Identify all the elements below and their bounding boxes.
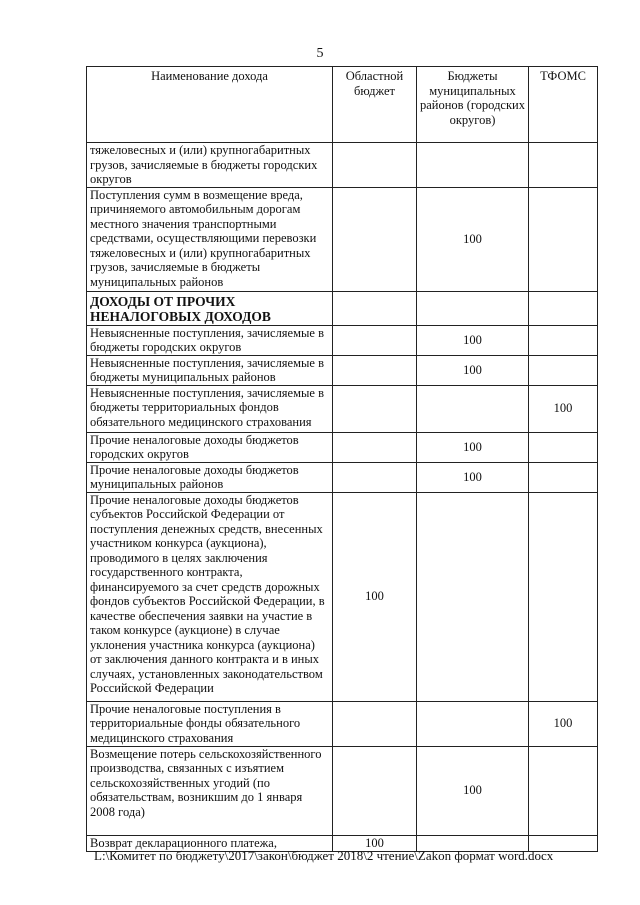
section-heading-cell: ДОХОДЫ ОТ ПРОЧИХ НЕНАЛОГОВЫХ ДОХОДОВ — [87, 291, 333, 325]
regional-value-cell: 100 — [333, 835, 417, 851]
table-row — [87, 701, 598, 746]
regional-value-cell — [333, 746, 417, 835]
tfoms-value-cell — [529, 746, 598, 835]
income-name-cell: Прочие неналоговые доходы бюджетов субъектов Российской Федерации от поступления денежных средств, внесенных участником конкурса (аукциона), проводимого в целях заключения государственного контракта, финансируемого за счет средств дорожных фондов субъектов Российской Федерации, в качестве обеспечения заявки на участие в таком конкурсе (аукционе) в случае уклонения участника конкурса (аукциона) от заключения данного контракта и в иных случаях, установленных законодательством Российской Федерации — [87, 492, 333, 701]
revenue-table — [86, 66, 598, 852]
table-row — [87, 143, 598, 188]
municipal-value-cell: 100 — [417, 432, 529, 462]
income-name-cell: Прочие неналоговые поступления в территориальные фонды обязательного медицинского страхования — [87, 701, 333, 746]
table-row — [87, 355, 598, 385]
regional-value-cell — [333, 187, 417, 291]
table-row — [87, 432, 598, 462]
income-name-cell: тяжеловесных и (или) крупногабаритных грузов, зачисляемые в бюджеты городских округов — [87, 143, 333, 188]
tfoms-value-cell — [529, 355, 598, 385]
income-name-cell: Возврат декларационного платежа, — [87, 835, 333, 851]
tfoms-value-cell — [529, 462, 598, 492]
regional-value-cell — [333, 325, 417, 355]
regional-value-cell — [333, 355, 417, 385]
table-row — [87, 187, 598, 291]
tfoms-value-cell — [529, 291, 598, 325]
tfoms-value-cell: 100 — [529, 701, 598, 746]
tfoms-value-cell — [529, 325, 598, 355]
municipal-value-cell: 100 — [417, 746, 529, 835]
table-header-row — [87, 67, 598, 143]
regional-value-cell — [333, 462, 417, 492]
regional-value-cell — [333, 701, 417, 746]
regional-value-cell — [333, 385, 417, 432]
table-row — [87, 746, 598, 835]
header-tfoms: ТФОМС — [529, 67, 598, 143]
municipal-value-cell: 100 — [417, 355, 529, 385]
tfoms-value-cell — [529, 492, 598, 701]
file-path-footer: L:\Комитет по бюджету\2017\закон\бюджет 2018\2 чтение\Zakon формат word.docx — [94, 848, 554, 863]
income-name-cell: Невыясненные поступления, зачисляемые в бюджеты территориальных фондов обязательного медицинского страхования — [87, 385, 333, 432]
tfoms-value-cell: 100 — [529, 385, 598, 432]
income-name-cell: Невыясненные поступления, зачисляемые в бюджеты муниципальных районов — [87, 355, 333, 385]
income-name-cell: Невыясненные поступления, зачисляемые в бюджеты городских округов — [87, 325, 333, 355]
regional-value-cell — [333, 143, 417, 188]
municipal-value-cell — [417, 701, 529, 746]
income-name-cell: Возмещение потерь сельскохозяйственного производства, связанных с изъятием сельскохозяйственных угодий (по обязательствам, возникшим до 1 января 2008 года) — [87, 746, 333, 835]
regional-value-cell — [333, 291, 417, 325]
municipal-value-cell: 100 — [417, 187, 529, 291]
municipal-value-cell — [417, 385, 529, 432]
tfoms-value-cell — [529, 143, 598, 188]
page-number: 5 — [316, 46, 324, 61]
municipal-value-cell: 100 — [417, 462, 529, 492]
table-row — [87, 385, 598, 432]
header-regional-budget: Областной бюджет — [333, 67, 417, 143]
table-row — [87, 492, 598, 701]
municipal-value-cell — [417, 143, 529, 188]
regional-value-cell: 100 — [333, 492, 417, 701]
municipal-value-cell — [417, 291, 529, 325]
header-municipal-budgets: Бюджеты муниципальных районов (городских округов) — [417, 67, 529, 143]
income-name-cell: Прочие неналоговые доходы бюджетов городских округов — [87, 432, 333, 462]
section-heading-row — [87, 291, 598, 325]
income-name-cell: Поступления сумм в возмещение вреда, причиняемого автомобильным дорогам местного значения транспортными средствами, осуществляющими перевозки тяжеловесных и (или) крупногабаритных грузов, зачисляемые в бюджеты муниципальных районов — [87, 187, 333, 291]
header-income-name: Наименование дохода — [87, 67, 333, 143]
municipal-value-cell: 100 — [417, 325, 529, 355]
municipal-value-cell — [417, 492, 529, 701]
regional-value-cell — [333, 432, 417, 462]
tfoms-value-cell — [529, 432, 598, 462]
tfoms-value-cell — [529, 187, 598, 291]
table-row — [87, 325, 598, 355]
table-row — [87, 462, 598, 492]
income-name-cell: Прочие неналоговые доходы бюджетов муниципальных районов — [87, 462, 333, 492]
